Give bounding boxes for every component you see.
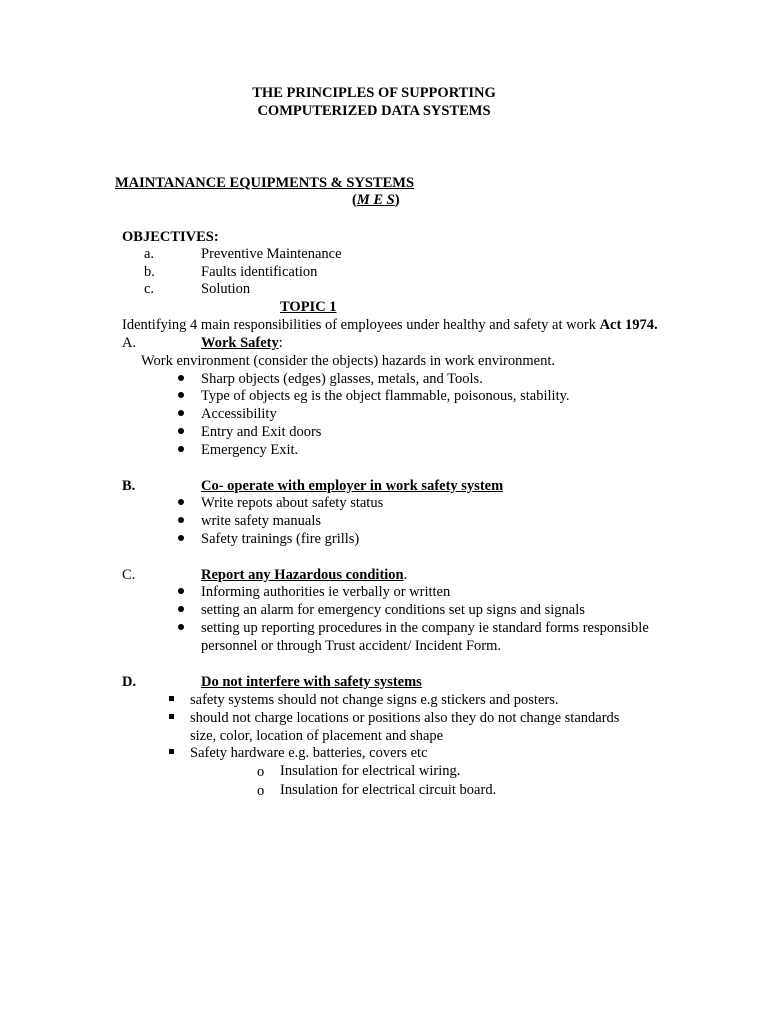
section-a-title-text: Work Safety [201,335,279,351]
bullet-icon [178,606,184,612]
section-c-title-suffix: . [403,567,408,583]
topic-intro-text: Identifying 4 main responsibilities of employees under healthy and safety at work [122,317,600,333]
objective-item: Preventive Maintenance [201,246,342,262]
section-c-item: Informing authorities ie verbally or written [201,584,451,600]
objectives-label: OBJECTIVES: [122,229,219,245]
section-d-item-continued: size, color, location of placement and shape [190,728,444,744]
bullet-icon [178,517,184,523]
section-c-marker: C. [122,567,136,583]
bullet-icon [178,535,184,541]
bullet-icon [178,375,184,381]
topic-intro [122,316,658,334]
topic-intro-act: Act 1974. [599,317,658,333]
bullet-icon [178,499,184,505]
section-a-desc: Work environment (consider the objects) hazards in work environment. [141,353,555,369]
abbr-open: ( [352,192,357,208]
abbr-text: M E S [356,192,395,208]
section-b-item: write safety manuals [201,513,321,529]
section-b-item: Safety trainings (fire grills) [201,531,360,547]
section-c-item-continued: personnel or through Trust accident/ Incident Form. [201,638,502,654]
bullet-icon [178,428,184,434]
square-bullet-icon [169,696,174,701]
section-d-title: Do not interfere with safety systems [201,674,422,690]
section-b-title: Co- operate with employer in work safety system [201,478,504,494]
objective-marker: b. [144,264,155,280]
square-bullet-icon [169,714,174,719]
square-bullet-icon [169,749,174,754]
topic-label: TOPIC 1 [280,299,337,315]
bullet-icon [178,588,184,594]
section-b-marker: B. [122,478,136,494]
objective-marker: a. [144,246,155,262]
section-a-title-suffix: : [278,335,283,351]
sub-bullet-marker: o [257,764,265,780]
section-c-title-text: Report any Hazardous condition [201,567,404,583]
section-a-item: Emergency Exit. [201,442,299,458]
abbreviation [352,191,400,209]
abbr-close: ) [394,192,400,208]
section-d-marker: D. [122,674,137,690]
bullet-icon [178,392,184,398]
section-c-item: setting an alarm for emergency conditions set up signs and signals [201,602,585,618]
section-d-item: Safety hardware e.g. batteries, covers etc [190,745,428,761]
objective-marker: c. [144,281,155,297]
section-d-sub-item: Insulation for electrical circuit board. [280,782,497,798]
section-a-title [201,334,283,352]
objective-item: Solution [201,281,251,297]
section-a-item: Sharp objects (edges) glasses, metals, and Tools. [201,371,483,387]
section-c-title [201,566,407,584]
bullet-icon [178,624,184,630]
section-a-marker: A. [122,335,137,351]
title-line-1: THE PRINCIPLES OF SUPPORTING [252,85,496,101]
objective-item: Faults identification [201,264,318,280]
section-a-item: Entry and Exit doors [201,424,322,440]
section-b-item: Write repots about safety status [201,495,384,511]
section-d-item: safety systems should not change signs e.g stickers and posters. [190,692,559,708]
section-a-item: Type of objects eg is the object flammable, poisonous, stability. [201,388,570,404]
section-d-sub-item: Insulation for electrical wiring. [280,763,461,779]
sub-bullet-marker: o [257,783,265,799]
section-c-item: setting up reporting procedures in the company ie standard forms responsible [201,620,649,636]
section-d-item: should not charge locations or positions also they do not change standards [190,710,620,726]
bullet-icon [178,410,184,416]
title-line-2: COMPUTERIZED DATA SYSTEMS [257,103,491,119]
main-heading: MAINTANANCE EQUIPMENTS & SYSTEMS [115,175,415,191]
section-a-item: Accessibility [201,406,277,422]
bullet-icon [178,446,184,452]
